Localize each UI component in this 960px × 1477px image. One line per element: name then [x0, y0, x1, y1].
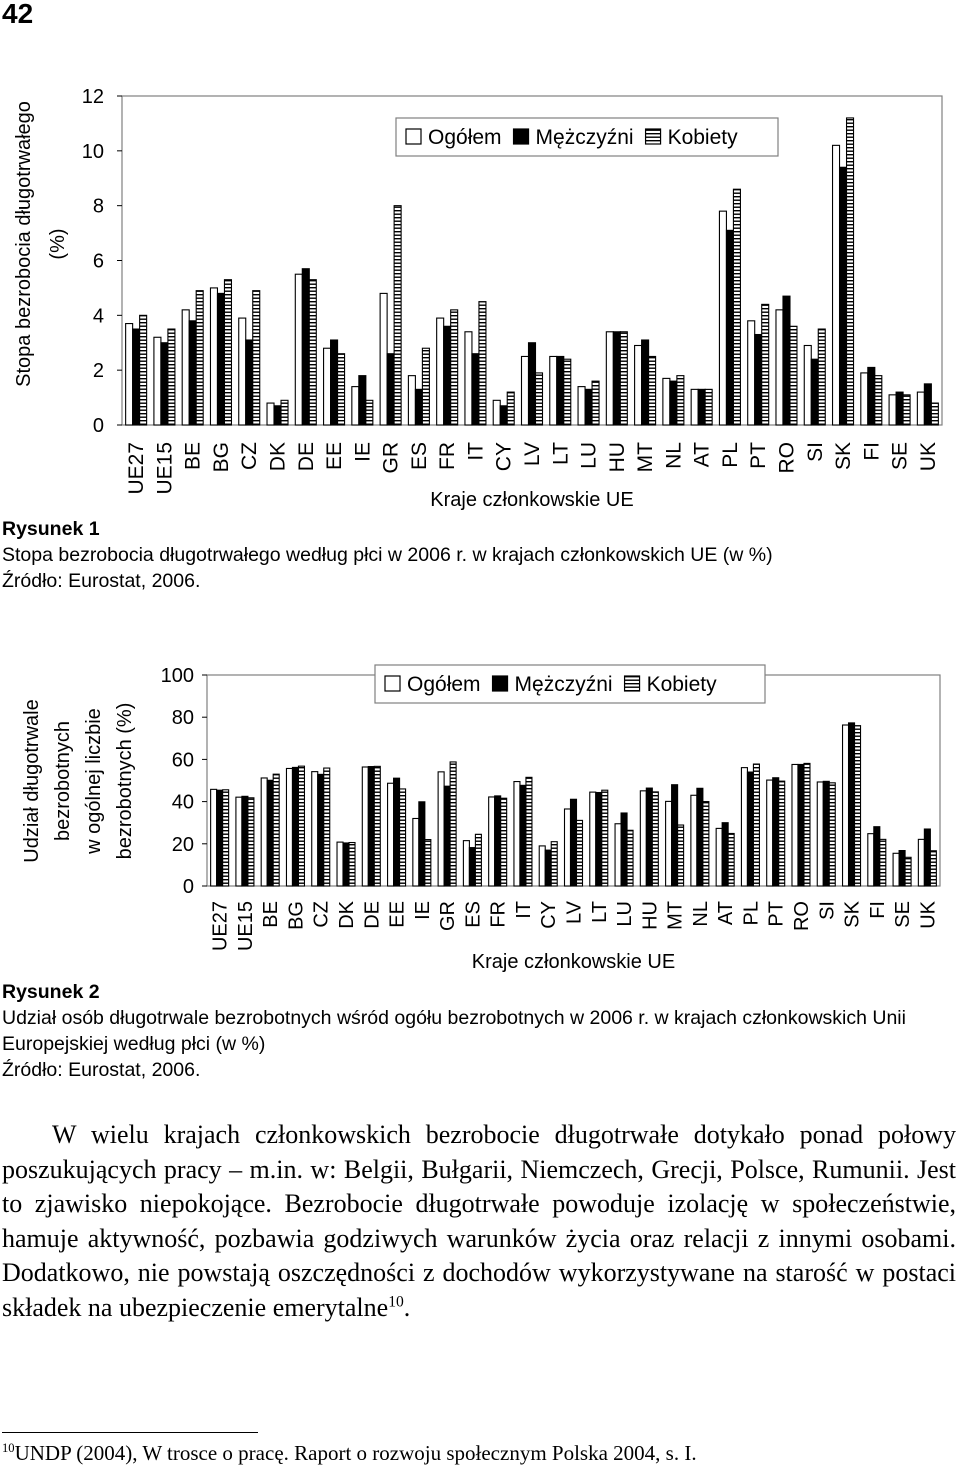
bar-ee-white	[324, 348, 331, 425]
x-tick-label-it: IT	[464, 442, 488, 461]
figure-1-title: Rysunek 1	[2, 518, 100, 540]
bar-ue27-black	[217, 790, 223, 886]
figure-2-caption	[2, 979, 958, 1083]
x-tick-label-de: DE	[361, 901, 384, 929]
x-tick-label-fi: FI	[866, 901, 889, 919]
bar-nl-white	[663, 378, 670, 425]
bar-ue15-hatched	[248, 798, 254, 886]
bar-ue15-white	[236, 797, 242, 886]
bar-ee-white	[388, 783, 394, 886]
bar-hu-hatched	[652, 792, 658, 886]
bar-it-white	[465, 332, 472, 425]
y-tick-label: 4	[92, 305, 104, 328]
x-tick-label-ue15: UE15	[234, 901, 257, 952]
bar-pl-black	[726, 230, 733, 425]
bar-uk-white	[918, 839, 924, 886]
bar-pt-white	[767, 780, 773, 886]
x-tick-label-cy: CY	[492, 441, 516, 472]
y-axis-label: Stopa bezrobocia długotrwałego	[13, 101, 35, 387]
legend-swatch-black	[493, 676, 508, 691]
legend-swatch-white	[406, 129, 421, 144]
x-tick-label-it: IT	[512, 901, 535, 919]
bar-ro-black	[783, 296, 790, 425]
x-tick-label-ee: EE	[386, 901, 409, 928]
bar-it-white	[514, 782, 520, 886]
x-tick-label-si: SI	[816, 901, 839, 920]
y-axis-label: (%)	[47, 228, 69, 260]
bar-pl-black	[747, 772, 753, 886]
bar-nl-white	[691, 795, 697, 886]
x-tick-label-lt: LT	[588, 901, 611, 923]
bar-fi-black	[868, 367, 875, 425]
bar-nl-black	[697, 788, 703, 886]
y-tick-label: 2	[92, 360, 104, 383]
bar-mt-black	[672, 785, 678, 886]
x-tick-label-es: ES	[407, 442, 431, 471]
bar-ro-hatched	[804, 763, 810, 886]
bar-de-hatched	[374, 766, 380, 886]
x-tick-label-gr: GR	[379, 442, 403, 474]
bar-fi-black	[874, 827, 880, 886]
bar-pt-white	[748, 321, 755, 425]
bar-lu-hatched	[627, 830, 633, 886]
legend-label: Mężczyźni	[514, 673, 613, 696]
x-tick-label-uk: UK	[916, 442, 940, 472]
bar-se-hatched	[905, 857, 911, 886]
bar-es-hatched	[475, 834, 481, 886]
y-axis-label: bezrobotnych	[52, 720, 74, 842]
bar-be-black	[189, 321, 196, 425]
bar-lt-hatched	[602, 790, 608, 886]
bar-it-hatched	[479, 302, 486, 425]
bar-cy-black	[545, 850, 551, 886]
x-tick-label-lu: LU	[577, 442, 601, 469]
bar-lv-white	[522, 356, 529, 425]
y-tick-label: 10	[81, 140, 104, 163]
bar-ee-black	[331, 340, 338, 425]
x-tick-label-bg: BG	[209, 442, 233, 473]
bar-bg-black	[292, 767, 298, 886]
legend-swatch-black	[514, 129, 529, 144]
x-tick-label-es: ES	[462, 901, 485, 928]
bar-pt-black	[755, 335, 762, 425]
bar-lt-hatched	[564, 359, 571, 425]
y-tick-label: 20	[171, 833, 194, 856]
bar-ue27-white	[211, 789, 217, 886]
bar-si-hatched	[818, 329, 825, 425]
bar-si-hatched	[829, 783, 835, 886]
bar-be-white	[261, 778, 267, 886]
figure-1-source: Źródło: Eurostat, 2006.	[2, 570, 201, 592]
bar-bg-white	[210, 288, 217, 425]
bar-de-white	[362, 767, 368, 886]
y-tick-label: 60	[171, 749, 194, 772]
x-tick-label-fr: FR	[487, 901, 510, 928]
chart-long-term-unemployed-share	[0, 655, 960, 975]
x-tick-label-ue27: UE27	[125, 442, 149, 495]
legend-label: Kobiety	[667, 126, 738, 149]
x-tick-label-sk: SK	[841, 901, 864, 928]
bar-cy-white	[493, 400, 500, 425]
footnote-reference: 10	[388, 1292, 404, 1310]
x-tick-label-mt: MT	[664, 901, 687, 930]
bar-be-white	[182, 310, 189, 425]
y-axis-label: Udział długotrwale	[21, 699, 43, 863]
bar-cz-white	[239, 318, 246, 425]
bar-ro-hatched	[790, 326, 797, 425]
bar-sk-hatched	[847, 118, 854, 425]
bar-dk-hatched	[349, 843, 355, 886]
bar-de-black	[368, 767, 374, 886]
bar-it-hatched	[526, 777, 532, 886]
x-tick-label-lt: LT	[549, 442, 573, 465]
bar-pl-hatched	[753, 764, 759, 886]
y-tick-label: 40	[171, 791, 194, 814]
bar-cz-black	[246, 340, 253, 425]
legend	[396, 118, 778, 156]
bar-lt-black	[557, 356, 564, 425]
y-tick-label: 8	[92, 195, 104, 218]
bar-hu-hatched	[620, 332, 627, 425]
x-tick-label-hu: HU	[605, 442, 629, 473]
figure-2-description: Udział osób długotrwale bezrobotnych wśród ogółu bezrobotnych w 2006 r. w krajach członkowskich Unii Europejskiej według płci (w %)	[2, 1007, 906, 1055]
bar-ue15-black	[242, 796, 248, 886]
bar-lv-black	[571, 799, 577, 886]
x-tick-label-fi: FI	[860, 442, 884, 461]
bar-fr-white	[489, 797, 495, 886]
bar-nl-hatched	[703, 802, 709, 886]
bar-at-hatched	[728, 833, 734, 886]
bar-bg-white	[286, 768, 292, 886]
bar-se-white	[889, 395, 896, 425]
footnote-divider	[2, 1432, 258, 1433]
bar-lu-white	[615, 824, 621, 886]
bar-mt-white	[666, 801, 672, 886]
bar-mt-hatched	[678, 825, 684, 886]
bar-dk-black	[274, 406, 281, 425]
bar-uk-white	[917, 392, 924, 425]
bar-ee-hatched	[400, 789, 406, 886]
bar-ue27-hatched	[140, 315, 147, 425]
bar-sk-white	[843, 725, 849, 886]
bar-uk-hatched	[931, 403, 938, 425]
bar-lv-hatched	[577, 820, 583, 886]
bar-at-black	[722, 823, 728, 886]
bar-hu-white	[606, 332, 613, 425]
x-tick-label-dk: DK	[266, 442, 290, 472]
bar-ue15-black	[161, 343, 168, 425]
bar-bg-black	[217, 293, 224, 425]
x-tick-label-uk: UK	[917, 901, 940, 929]
bar-uk-black	[924, 829, 930, 886]
y-tick-label: 100	[160, 665, 194, 687]
bar-lu-white	[578, 387, 585, 425]
bar-ue15-white	[154, 337, 161, 425]
x-tick-label-ro: RO	[790, 901, 813, 931]
bar-ie-hatched	[366, 400, 373, 425]
footnote-text: UNDP (2004), W trosce o pracę. Raport o rozwoju społecznym Polska 2004, s. I.	[14, 1441, 697, 1465]
x-tick-label-gr: GR	[437, 901, 460, 931]
bar-se-black	[899, 851, 905, 886]
bar-pl-hatched	[733, 189, 740, 425]
bar-it-black	[472, 354, 479, 425]
bar-ue27-white	[126, 324, 133, 425]
bar-be-hatched	[196, 291, 203, 425]
bar-lt-black	[596, 793, 602, 886]
bar-gr-hatched	[450, 762, 456, 886]
x-tick-label-fr: FR	[436, 442, 460, 470]
bar-gr-hatched	[394, 206, 401, 425]
x-tick-label-lu: LU	[614, 901, 637, 927]
figure-2-source: Źródło: Eurostat, 2006.	[2, 1059, 201, 1081]
x-tick-label-ie: IE	[351, 442, 375, 462]
bar-ie-black	[359, 376, 366, 425]
legend-label: Ogółem	[407, 673, 481, 696]
x-tick-label-ue27: UE27	[209, 901, 232, 952]
bar-dk-white	[267, 403, 274, 425]
bar-gr-white	[438, 772, 444, 886]
bar-lt-white	[590, 792, 596, 886]
y-axis-label: w ogólnej liczbie	[83, 708, 105, 854]
bar-at-white	[716, 828, 722, 886]
x-tick-label-cz: CZ	[238, 442, 262, 470]
chart-long-term-unemployment-rate	[0, 70, 960, 515]
bar-pt-hatched	[762, 304, 769, 425]
x-axis-label: Kraje członkowskie UE	[471, 951, 676, 973]
bar-gr-black	[387, 354, 394, 425]
bar-ie-white	[413, 818, 419, 886]
x-tick-label-bg: BG	[285, 901, 308, 930]
bar-cy-hatched	[507, 392, 514, 425]
y-tick-label: 0	[92, 415, 104, 437]
x-tick-label-pt: PT	[747, 442, 771, 469]
bar-es-white	[408, 376, 415, 425]
bar-si-black	[811, 359, 818, 425]
x-tick-label-cz: CZ	[310, 901, 333, 928]
bar-ro-white	[776, 310, 783, 425]
bar-es-white	[463, 841, 469, 886]
body-paragraph-text: W wielu krajach członkowskich bezrobocie długotrwałe dotykało ponad połowy poszukujących pracy – m.in. w: Belgii, Bułgarii, Niemczech, Grecji, Polsce, Rumunii. Jest to zjawisko niepokojące. Bezrobocie długotrwałe powoduje izolację w społeczeństwie, hamuje aktywność, pozbawia godziwych warunków życia oraz relacji z innymi osobami. Dodatkowo, nie powstają oszczędności z dochodów wykorzystywane na starość w postaci składek na ubezpieczenie emerytalne	[2, 1120, 956, 1322]
x-tick-label-at: AT	[715, 901, 738, 926]
legend-swatch-hatched	[646, 129, 661, 144]
x-tick-label-at: AT	[690, 442, 714, 468]
x-tick-label-si: SI	[803, 442, 827, 462]
x-tick-label-sk: SK	[832, 442, 856, 471]
bar-fr-white	[437, 318, 444, 425]
figure-1-caption	[2, 516, 958, 594]
x-axis-label: Kraje członkowskie UE	[430, 489, 634, 511]
body-paragraph	[2, 1118, 956, 1325]
bar-sk-black	[840, 167, 847, 425]
bar-bg-hatched	[298, 766, 304, 886]
bar-lu-black	[585, 389, 592, 425]
bar-at-white	[691, 389, 698, 425]
bar-fr-black	[444, 326, 451, 425]
bar-cy-hatched	[551, 842, 557, 886]
bar-nl-hatched	[677, 376, 684, 425]
x-tick-label-se: SE	[888, 442, 912, 471]
legend-swatch-white	[385, 676, 400, 691]
bar-lt-white	[550, 356, 557, 425]
bar-de-hatched	[309, 280, 316, 425]
x-tick-label-lv: LV	[563, 901, 586, 924]
bar-sk-white	[833, 145, 840, 425]
bar-be-black	[267, 780, 273, 886]
bar-ee-hatched	[338, 354, 345, 425]
bar-pl-white	[741, 768, 747, 886]
bar-ie-black	[419, 802, 425, 886]
bar-gr-black	[444, 786, 450, 886]
bar-se-black	[896, 392, 903, 425]
bar-be-hatched	[273, 774, 279, 886]
figure-1-description: Stopa bezrobocia długotrwałego według płci w 2006 r. w krajach członkowskich UE (w %)	[2, 544, 773, 566]
bar-ue27-black	[133, 329, 140, 425]
bar-es-black	[469, 848, 475, 886]
bar-fi-hatched	[875, 376, 882, 425]
x-tick-label-ie: IE	[411, 901, 434, 920]
bar-lv-white	[565, 809, 571, 886]
x-tick-label-de: DE	[294, 442, 318, 472]
bar-se-hatched	[903, 395, 910, 425]
bar-de-black	[302, 269, 309, 425]
bar-ie-hatched	[425, 840, 431, 886]
x-tick-label-mt: MT	[634, 442, 658, 473]
bar-mt-white	[635, 345, 642, 425]
y-tick-label: 0	[182, 876, 194, 898]
x-tick-label-dk: DK	[336, 901, 359, 929]
bar-cz-black	[318, 774, 324, 886]
bar-si-black	[823, 781, 829, 886]
x-tick-label-lv: LV	[521, 442, 544, 467]
y-tick-label: 12	[81, 86, 104, 108]
bar-cz-hatched	[324, 768, 330, 886]
bar-fi-white	[861, 373, 868, 425]
chart-1-svg	[0, 70, 960, 515]
bar-pt-hatched	[779, 781, 785, 886]
bar-dk-black	[343, 843, 349, 886]
x-tick-label-nl: NL	[689, 901, 712, 927]
bar-sk-hatched	[855, 726, 861, 886]
bar-si-white	[817, 782, 823, 886]
bar-gr-white	[380, 293, 387, 425]
bar-fr-hatched	[501, 798, 507, 886]
bar-fi-hatched	[880, 839, 886, 886]
bar-ue27-hatched	[223, 790, 229, 886]
bar-pl-white	[719, 211, 726, 425]
x-tick-label-pl: PL	[718, 442, 742, 468]
bar-hu-black	[613, 332, 620, 425]
bar-at-hatched	[705, 389, 712, 425]
legend	[375, 665, 765, 703]
bar-es-hatched	[422, 348, 429, 425]
legend-swatch-hatched	[625, 676, 640, 691]
bar-dk-white	[337, 842, 343, 886]
bar-dk-hatched	[281, 400, 288, 425]
bar-fr-black	[495, 796, 501, 886]
y-tick-label: 80	[171, 707, 194, 730]
x-tick-label-be: BE	[181, 442, 205, 471]
bar-ro-white	[792, 764, 798, 886]
bar-cz-hatched	[253, 291, 260, 425]
y-tick-label: 6	[92, 250, 104, 273]
bar-bg-hatched	[224, 280, 231, 425]
x-tick-label-se: SE	[892, 901, 915, 928]
footnote	[2, 1441, 697, 1466]
bar-ee-black	[394, 778, 400, 886]
body-paragraph-end: .	[403, 1292, 411, 1322]
x-tick-label-ue15: UE15	[153, 442, 177, 495]
bar-ro-black	[798, 764, 804, 886]
bar-at-black	[698, 389, 705, 425]
bar-de-white	[295, 274, 302, 425]
footnote-marker: 10	[2, 1441, 15, 1455]
bar-si-white	[804, 345, 811, 425]
bar-lu-black	[621, 813, 627, 886]
bar-cy-white	[539, 846, 545, 886]
x-tick-label-ro: RO	[775, 442, 799, 474]
page-number: 42	[2, 0, 34, 29]
bar-mt-hatched	[649, 356, 656, 425]
bar-pt-black	[773, 778, 779, 886]
figure-2-title: Rysunek 2	[2, 981, 100, 1003]
bar-hu-white	[640, 791, 646, 886]
bar-ie-white	[352, 387, 359, 425]
y-axis-label: bezrobotnych (%)	[114, 702, 136, 860]
x-tick-label-ee: EE	[323, 442, 347, 471]
bar-nl-black	[670, 381, 677, 425]
bar-ue15-hatched	[168, 329, 175, 425]
x-tick-label-pl: PL	[740, 901, 763, 926]
bar-hu-black	[646, 788, 652, 886]
x-tick-label-nl: NL	[662, 442, 686, 469]
bar-se-white	[893, 853, 899, 886]
bar-lu-hatched	[592, 381, 599, 425]
x-tick-label-be: BE	[260, 901, 283, 928]
x-tick-label-hu: HU	[639, 901, 662, 930]
legend-label: Kobiety	[646, 673, 717, 696]
bar-uk-hatched	[930, 851, 936, 886]
chart-2-svg	[0, 655, 960, 975]
bar-fr-hatched	[451, 310, 458, 425]
bar-cy-black	[500, 406, 507, 425]
bar-lv-black	[529, 343, 536, 425]
bar-mt-black	[642, 340, 649, 425]
bar-uk-black	[924, 384, 931, 425]
legend-label: Mężczyźni	[535, 126, 634, 149]
x-tick-label-cy: CY	[538, 901, 561, 929]
bar-sk-black	[849, 723, 855, 886]
bar-fi-white	[868, 834, 874, 886]
legend-label: Ogółem	[428, 126, 502, 149]
bar-it-black	[520, 785, 526, 886]
bar-lv-hatched	[536, 373, 543, 425]
x-tick-label-pt: PT	[765, 901, 788, 927]
bar-es-black	[415, 389, 422, 425]
bar-cz-white	[312, 772, 318, 886]
